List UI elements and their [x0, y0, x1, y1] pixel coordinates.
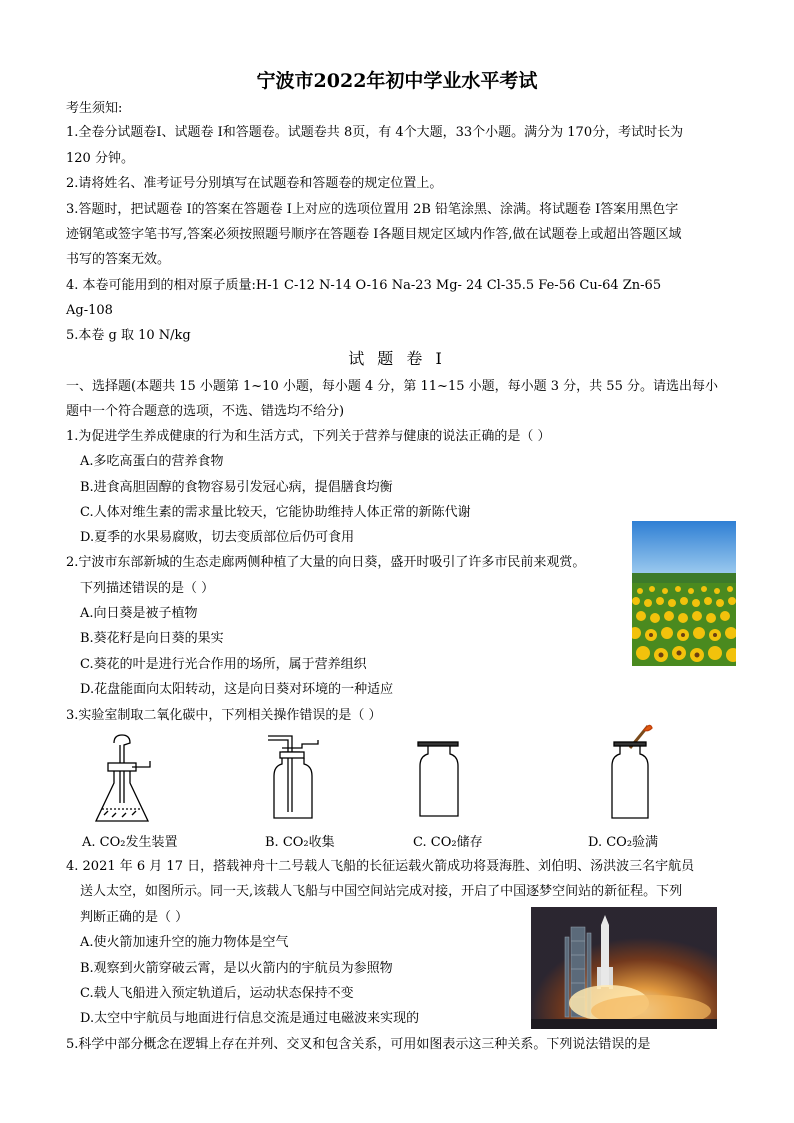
question-4-option: B.观察到火箭穿破云霄，是以火箭内的宇航员为参照物: [80, 961, 393, 976]
note-line: 1.全卷分试题卷I、试题卷 I和答题卷。试题卷共 8页，有 4个大题，33个小题。满分为 170分，考试时长为: [66, 125, 684, 140]
note-line: 5.本卷 g 取 10 N/kg: [66, 328, 191, 343]
question-2-option: B.葵花籽是向日葵的果实: [80, 631, 224, 646]
option-a-caption: A. CO₂发生装置: [82, 835, 178, 850]
section-title: 试 题 卷 I: [348, 349, 446, 368]
section-intro: 题中一个符合题意的选项，不选、错选均不给分): [66, 404, 345, 419]
question-5-stem: 5.科学中部分概念在逻辑上存在并列、交叉和包含关系，可用如图表示这三种关系。下列说法错误的是: [66, 1037, 651, 1052]
question-4-stem: 判断正确的是（ ）: [80, 910, 189, 925]
note-line: 120 分钟。: [66, 151, 134, 166]
question-2-option: A.向日葵是被子植物: [80, 606, 198, 621]
option-c-caption: C. CO₂储存: [413, 835, 483, 850]
note-line: 2.请将姓名、准考证号分别填写在试题卷和答题卷的规定位置上。: [66, 176, 443, 191]
co2-generator-apparatus: [90, 733, 170, 828]
question-4-option: C.载人飞船进入预定轨道后，运动状态保持不变: [80, 986, 354, 1001]
option-b-caption: B. CO₂收集: [265, 835, 335, 850]
note-line: 书写的答案无效。: [66, 252, 171, 267]
note-line: Ag-108: [66, 303, 113, 318]
note-line: 3.答题时，把试题卷 I的答案在答题卷 I上对应的选项位置用 2B 铅笔涂黑、涂满。将试题卷 I答案用黑色字: [66, 202, 679, 217]
question-1-option: B.进食高胆固醇的食物容易引发冠心病，提倡膳食均衡: [80, 480, 393, 495]
question-1-option: A.多吃高蛋白的营养食物: [80, 454, 224, 469]
question-1-option: C.人体对维生素的需求量比较天，它能协助维持人体正常的新陈代谢: [80, 505, 471, 520]
question-4-stem: 送人太空，如图所示。同一天,该载人飞船与中国空间站完成对接，开启了中国逐梦空间站的新征程。下列: [80, 884, 683, 899]
note-line: 迹钢笔或签字笔书写,答案必须按照题号顺序在答题卷 I各题目规定区域内作答,做在试题卷上或超出答题区域: [66, 227, 682, 242]
co2-collection-apparatus: [262, 730, 324, 825]
question-2-option: C.葵花的叶是进行光合作用的场所，属于营养组织: [80, 657, 367, 672]
question-2-stem: 下列描述错误的是（ ）: [80, 581, 215, 596]
question-1-stem: 1.为促进学生养成健康的行为和生活方式，下列关于营养与健康的说法正确的是（ ）: [66, 429, 551, 444]
rocket-launch-image: [531, 907, 717, 1029]
notes-heading: 考生须知:: [66, 101, 123, 116]
note-line: 4. 本卷可能用到的相对原子质量:H-1 C-12 N-14 O-16 Na-23 Mg- 24 Cl-35.5 Fe-56 Cu-64 Zn-65: [66, 278, 662, 293]
question-1-option: D.夏季的水果易腐败，切去变质部位后仍可食用: [80, 530, 355, 545]
question-4-option: A.使火箭加速升空的施力物体是空气: [80, 935, 289, 950]
option-d-caption: D. CO₂验满: [588, 835, 659, 850]
question-4-option: D.太空中宇航员与地面进行信息交流是通过电磁波来实现的: [80, 1011, 420, 1026]
question-2-stem: 2.宁波市东部新城的生态走廊两侧种植了大量的向日葵，盛开时吸引了许多市民前来观赏。: [66, 555, 586, 570]
exam-title: 宁波市2022年初中学业水平考试: [256, 70, 538, 92]
co2-storage-bottle: [414, 740, 464, 825]
question-4-stem: 4. 2021 年 6 月 17 日，搭载神舟十二号载人飞船的长征运载火箭成功将聂海胜、刘伯明、汤洪波三名宇航员: [66, 859, 695, 874]
sunflower-field-image: [632, 521, 736, 666]
section-intro: 一、选择题(本题共 15 小题第 1~10 小题，每小题 4 分，第 11~15 小题，每小题 3 分，共 55 分。请选出每小: [66, 379, 718, 394]
question-3-stem: 3.实验室制取二氧化碳中，下列相关操作错误的是（ ）: [66, 708, 382, 723]
question-2-option: D.花盘能面向太阳转动，这是向日葵对环境的一种适应: [80, 682, 394, 697]
co2-test-bottle-with-match: [600, 722, 660, 825]
